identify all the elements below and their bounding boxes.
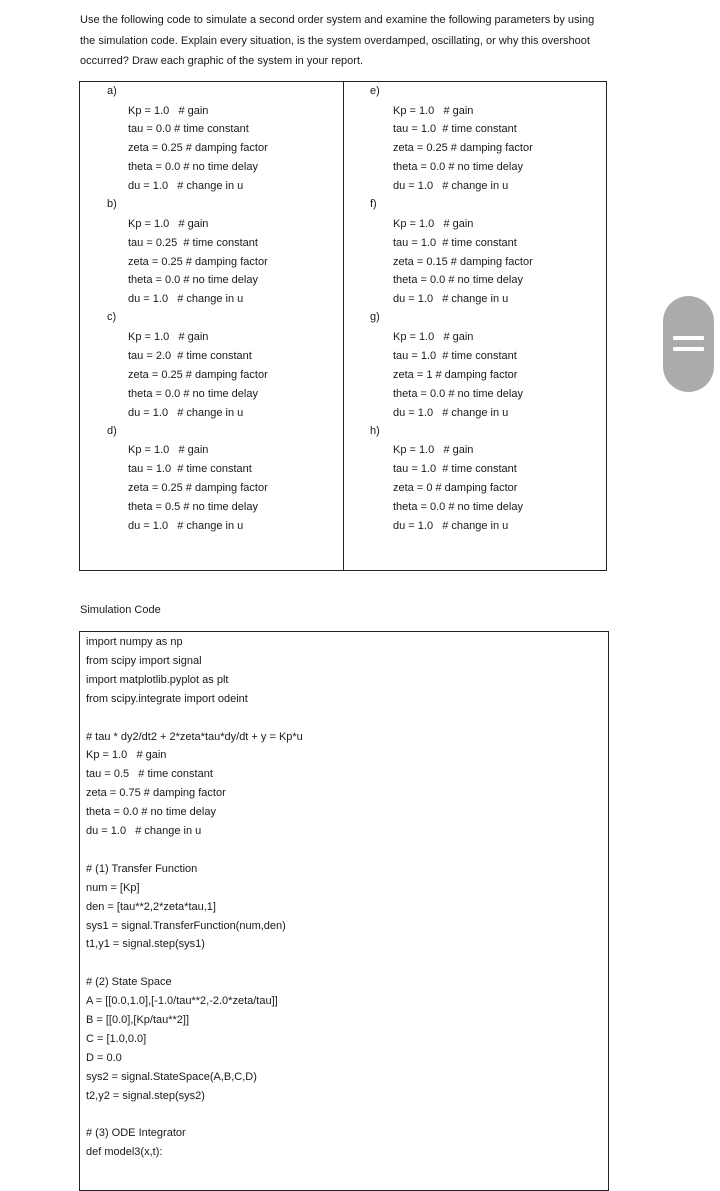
code-line: num = [Kp]: [86, 881, 140, 894]
case-parameter-line: theta = 0.0 # no time delay: [393, 161, 523, 174]
case-parameter-line: zeta = 0 # damping factor: [393, 481, 518, 494]
case-parameter-line: theta = 0.0 # no time delay: [128, 274, 258, 287]
case-parameter-line: du = 1.0 # change in u: [393, 519, 509, 532]
case-label: b): [107, 198, 117, 211]
code-line: # (3) ODE Integrator: [86, 1127, 186, 1140]
case-parameter-line: Kp = 1.0 # gain: [128, 444, 209, 457]
code-line: theta = 0.0 # no time delay: [86, 806, 216, 819]
case-parameter-line: zeta = 0.25 # damping factor: [393, 142, 533, 155]
grip-lines-icon: [673, 336, 704, 340]
case-label: h): [370, 424, 380, 437]
column-divider: [343, 82, 344, 570]
case-parameter-line: du = 1.0 # change in u: [128, 180, 244, 193]
code-line: def model3(x,t):: [86, 1146, 163, 1159]
code-line: D = 0.0: [86, 1051, 122, 1064]
code-line: sys2 = signal.StateSpace(A,B,C,D): [86, 1070, 257, 1083]
case-parameter-line: tau = 1.0 # time constant: [128, 463, 252, 475]
case-label: c): [107, 311, 117, 324]
case-parameter-line: du = 1.0 # change in u: [393, 180, 509, 193]
case-parameter-line: theta = 0.5 # no time delay: [128, 500, 258, 513]
code-line: t2,y2 = signal.step(sys2): [86, 1089, 205, 1102]
case-parameter-line: Kp = 1.0 # gain: [393, 330, 474, 343]
code-listing-box: [79, 631, 609, 1191]
case-parameter-line: tau = 0.0 # time constant: [128, 123, 249, 136]
code-line: # (2) State Space: [86, 976, 172, 989]
code-line: from scipy import signal: [86, 654, 202, 667]
scroll-handle[interactable]: [663, 296, 714, 392]
instructions-paragraph: [80, 10, 650, 72]
case-parameter-line: zeta = 0.25 # damping factor: [128, 481, 268, 494]
case-parameter-line: zeta = 0.15 # damping factor: [393, 255, 533, 268]
code-line: Kp = 1.0 # gain: [86, 749, 167, 762]
instructions-line: the simulation code. Explain every situation, is the system overdamped, oscillating, or why this overshoot: [80, 34, 590, 47]
case-parameter-line: zeta = 0.25 # damping factor: [128, 255, 268, 268]
instructions-line: occurred? Draw each graphic of the system in your report.: [80, 55, 364, 67]
case-parameter-line: theta = 0.0 # no time delay: [393, 274, 523, 287]
case-parameter-line: tau = 2.0 # time constant: [128, 349, 252, 362]
code-line: du = 1.0 # change in u: [86, 825, 202, 837]
code-line: zeta = 0.75 # damping factor: [86, 787, 226, 800]
code-line: sys1 = signal.TransferFunction(num,den): [86, 919, 286, 932]
code-line: B = [[0.0],[Kp/tau**2]]: [86, 1014, 190, 1026]
simulation-code-heading: Simulation Code: [80, 604, 161, 616]
case-parameter-line: Kp = 1.0 # gain: [393, 444, 474, 457]
case-parameter-line: Kp = 1.0 # gain: [128, 330, 209, 343]
case-parameter-line: tau = 1.0 # time constant: [393, 349, 517, 362]
case-parameter-line: tau = 1.0 # time constant: [393, 463, 517, 475]
code-line: import numpy as np: [86, 636, 183, 648]
case-parameter-line: du = 1.0 # change in u: [128, 293, 244, 306]
case-parameter-line: Kp = 1.0 # gain: [393, 217, 474, 230]
case-parameter-line: du = 1.0 # change in u: [393, 406, 509, 419]
code-line: A = [[0.0,1.0],[-1.0/tau**2,-2.0*zeta/tau]]: [86, 995, 278, 1008]
case-parameter-line: theta = 0.0 # no time delay: [393, 500, 523, 513]
case-label: g): [370, 311, 380, 324]
case-parameter-line: du = 1.0 # change in u: [393, 293, 509, 306]
case-parameter-line: du = 1.0 # change in u: [128, 406, 244, 419]
case-parameter-line: zeta = 0.25 # damping factor: [128, 142, 268, 155]
case-label: f): [370, 198, 377, 211]
code-line: den = [tau**2,2*zeta*tau,1]: [86, 900, 216, 913]
case-label: a): [107, 85, 117, 97]
code-line: # tau * dy2/dt2 + 2*zeta*tau*dy/dt + y = Kp*u: [86, 730, 303, 743]
case-parameter-line: Kp = 1.0 # gain: [128, 217, 209, 230]
instructions-line: Use the following code to simulate a second order system and examine the following parameters by using: [80, 14, 595, 26]
code-line: # (1) Transfer Function: [86, 862, 198, 875]
case-parameter-line: du = 1.0 # change in u: [128, 519, 244, 532]
grip-lines-icon: [673, 347, 704, 351]
case-parameter-line: Kp = 1.0 # gain: [128, 104, 209, 117]
parameter-cases-table: [79, 81, 607, 571]
case-parameter-line: tau = 1.0 # time constant: [393, 236, 517, 249]
case-parameter-line: theta = 0.0 # no time delay: [393, 387, 523, 400]
code-line: t1,y1 = signal.step(sys1): [86, 938, 205, 951]
case-parameter-line: theta = 0.0 # no time delay: [128, 387, 258, 400]
case-label: e): [370, 85, 380, 97]
case-parameter-line: Kp = 1.0 # gain: [393, 104, 474, 117]
case-parameter-line: theta = 0.0 # no time delay: [128, 161, 258, 174]
case-parameter-line: tau = 1.0 # time constant: [393, 123, 517, 136]
case-parameter-line: tau = 0.25 # time constant: [128, 236, 258, 249]
code-line: C = [1.0,0.0]: [86, 1032, 147, 1045]
case-parameter-line: zeta = 1 # damping factor: [393, 368, 518, 381]
code-line: tau = 0.5 # time constant: [86, 768, 213, 781]
code-line: from scipy.integrate import odeint: [86, 692, 248, 705]
case-parameter-line: zeta = 0.25 # damping factor: [128, 368, 268, 381]
case-label: d): [107, 424, 117, 437]
code-line: import matplotlib.pyplot as plt: [86, 673, 229, 686]
